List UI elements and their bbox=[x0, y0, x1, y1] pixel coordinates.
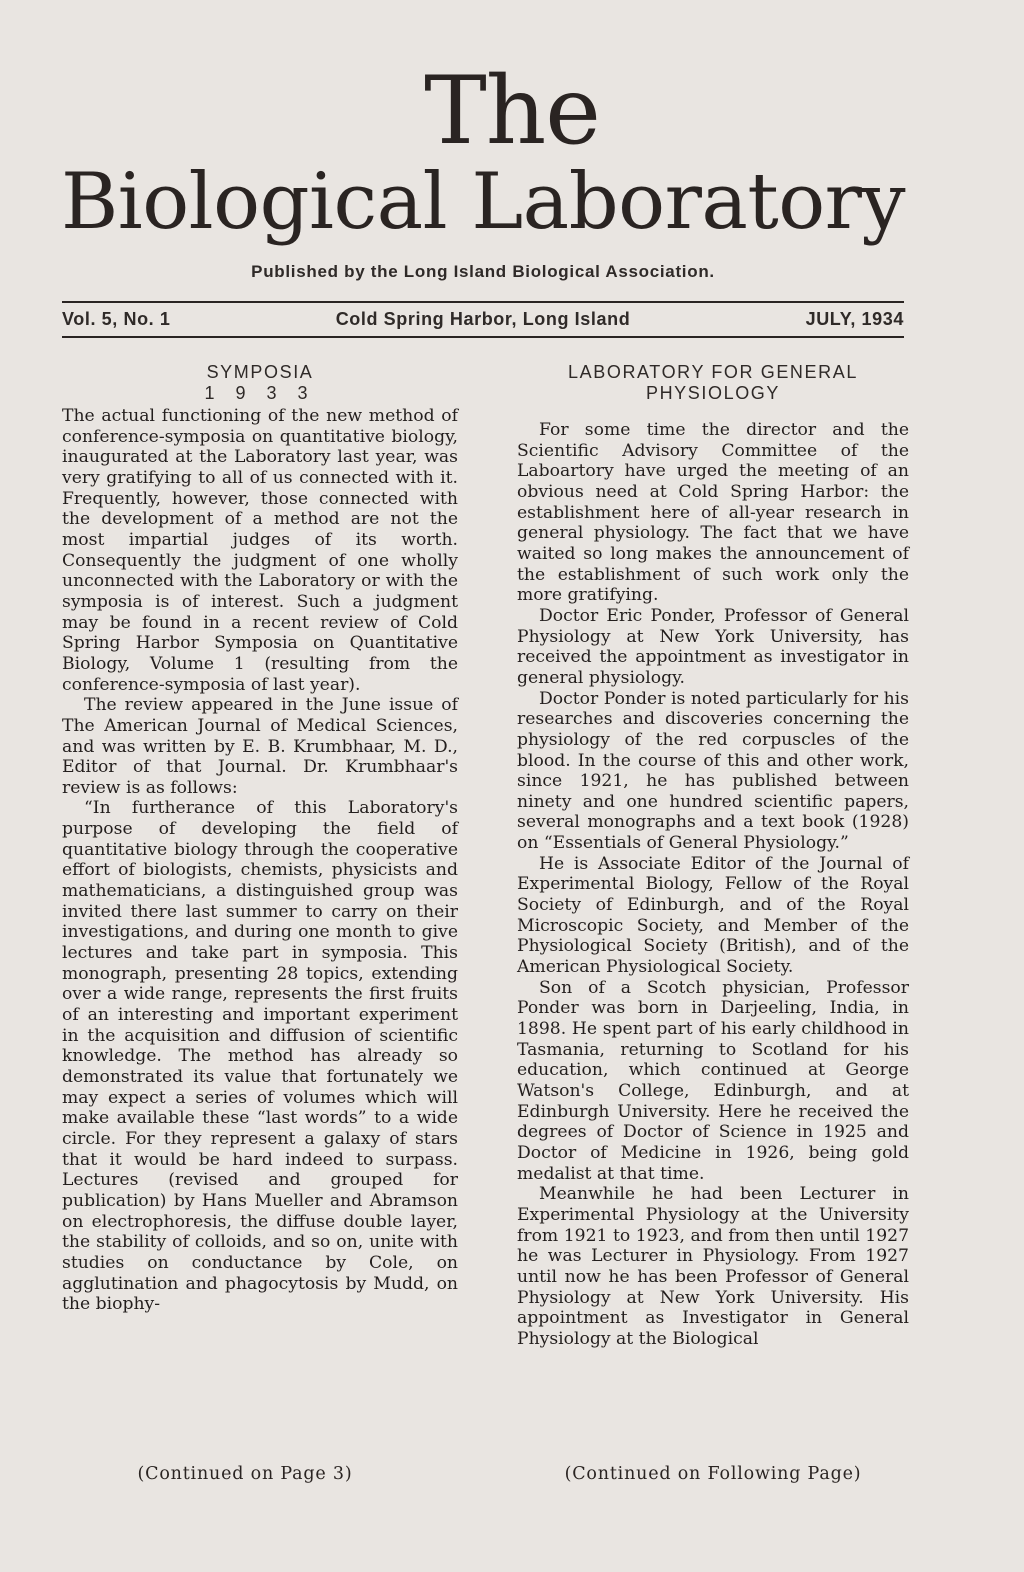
issue-volume: Vol. 5, No. 1 bbox=[62, 309, 171, 329]
left-paragraph: The review appeared in the June issue of The American Journal of Medical Sciences, and was written by E. B. Krumbhaar, M. D., Editor of that Journal. Dr. Krumbhaar's review is as follows: bbox=[62, 695, 458, 798]
publisher-line: Published by the Long Island Biological Association. bbox=[251, 262, 715, 281]
right-paragraph: Meanwhile he had been Lecturer in Experimental Physiology at the University from 1921 to 1923, and from then until 1927 he was Lecturer in Physiology. From 1927 until now he has been Professor of General Physiology at New York University. His appointment as Investigator in General Physiology at the Biological bbox=[517, 1184, 909, 1349]
right-paragraph: Son of a Scotch physician, Professor Ponder was born in Darjeeling, India, in 1898. He spent part of his early childhood in Tasmania, returning to Scotland for his education, which continued at George Watson's College, Edinburgh, and at Edinburgh University. Here he received the degrees of Doctor of Science in 1925 and Doctor of Medicine in 1926, being gold medalist at that time. bbox=[517, 977, 909, 1184]
top-rule bbox=[62, 301, 904, 303]
physiology-heading-line1: LABORATORY FOR GENERAL bbox=[568, 362, 858, 382]
physiology-heading-line2: PHYSIOLOGY bbox=[645, 383, 781, 403]
issue-bar bbox=[62, 307, 904, 333]
masthead-the: The bbox=[424, 57, 600, 166]
right-continued-note: (Continued on Following Page) bbox=[564, 1464, 862, 1484]
left-paragraph: “In furtherance of this Laboratory's purpose of developing the field of quantitative biology through the cooperative effort of biologists, chemists, physicists and mathematicians, a distinguished group was invited there last summer to carry on their investigations, and during one month to give lectures and take part in symposia. This monograph, presenting 28 topics, extending over a wide range, represents the first fruits of an interesting and important experiment in the acquisition and diffusion of scientific knowledge. The method has already so demonstrated its value that fortunately we may expect a series of volumes which will make available these “last words” to a wide circle. For they represent a galaxy of stars that it would be hard indeed to surpass. Lectures (revised and grouped for publication) by Hans Mueller and Abramson on electrophoresis, the diffuse double layer, the stability of colloids, and so on, unite with studies on conductance by Cole, on agglutination and phagocytosis by Mudd, on the biophy- bbox=[62, 798, 458, 1315]
right-column bbox=[517, 362, 909, 1350]
left-paragraph: The actual functioning of the new method of conference-symposia on quantitative biology, inaugurated at the Laboratory last year, was very gratifying to all of us connected with it. Frequently, however, those connected with the development of a method are not the most impartial judges of its worth. Consequently the judgment of one wholly unconnected with the Laboratory or with the symposia is of interest. Such a judgment may be found in a recent review of Cold Spring Harbor Symposia on Quantitative Biology, Volume 1 (resulting from the conference-symposia of last year). bbox=[62, 406, 458, 695]
left-column bbox=[62, 362, 458, 1315]
left-continued-note: (Continued on Page 3) bbox=[137, 1464, 353, 1484]
issue-place: Cold Spring Harbor, Long Island bbox=[335, 309, 631, 329]
right-paragraph: Doctor Ponder is noted particularly for his researches and discoveries concerning the physiology of the red corpuscles of the blood. In the course of this and other work, since 1921, he has published between ninety and one hundred scientific papers, several monographs and a text book (1928) on “Essentials of General Physiology.” bbox=[517, 688, 909, 854]
right-paragraph: For some time the director and the Scientific Advisory Committee of the Laboartory have urged the meeting of an obvious need at Cold Spring Harbor: the establishment here of all-year research in general physiology. The fact that we have waited so long makes the announcement of the establishment of such work only the more gratifying. bbox=[517, 420, 909, 606]
issue-date: JULY, 1934 bbox=[805, 309, 904, 329]
right-paragraph: Doctor Eric Ponder, Professor of General Physiology at New York University, has received the appointment as investigator in general physiology. bbox=[517, 605, 909, 688]
right-paragraph: He is Associate Editor of the Journal of Experimental Biology, Fellow of the Royal Society of Edinburgh, and of the Royal Microscopic Society, and Member of the Physiological Society (British), and of the American Physiological Society. bbox=[517, 853, 909, 978]
bottom-rule bbox=[62, 336, 904, 338]
symposia-year: 1 9 3 3 bbox=[204, 383, 316, 403]
symposia-heading: SYMPOSIA bbox=[206, 362, 314, 382]
masthead-title: Biological Laboratory bbox=[60, 157, 906, 247]
